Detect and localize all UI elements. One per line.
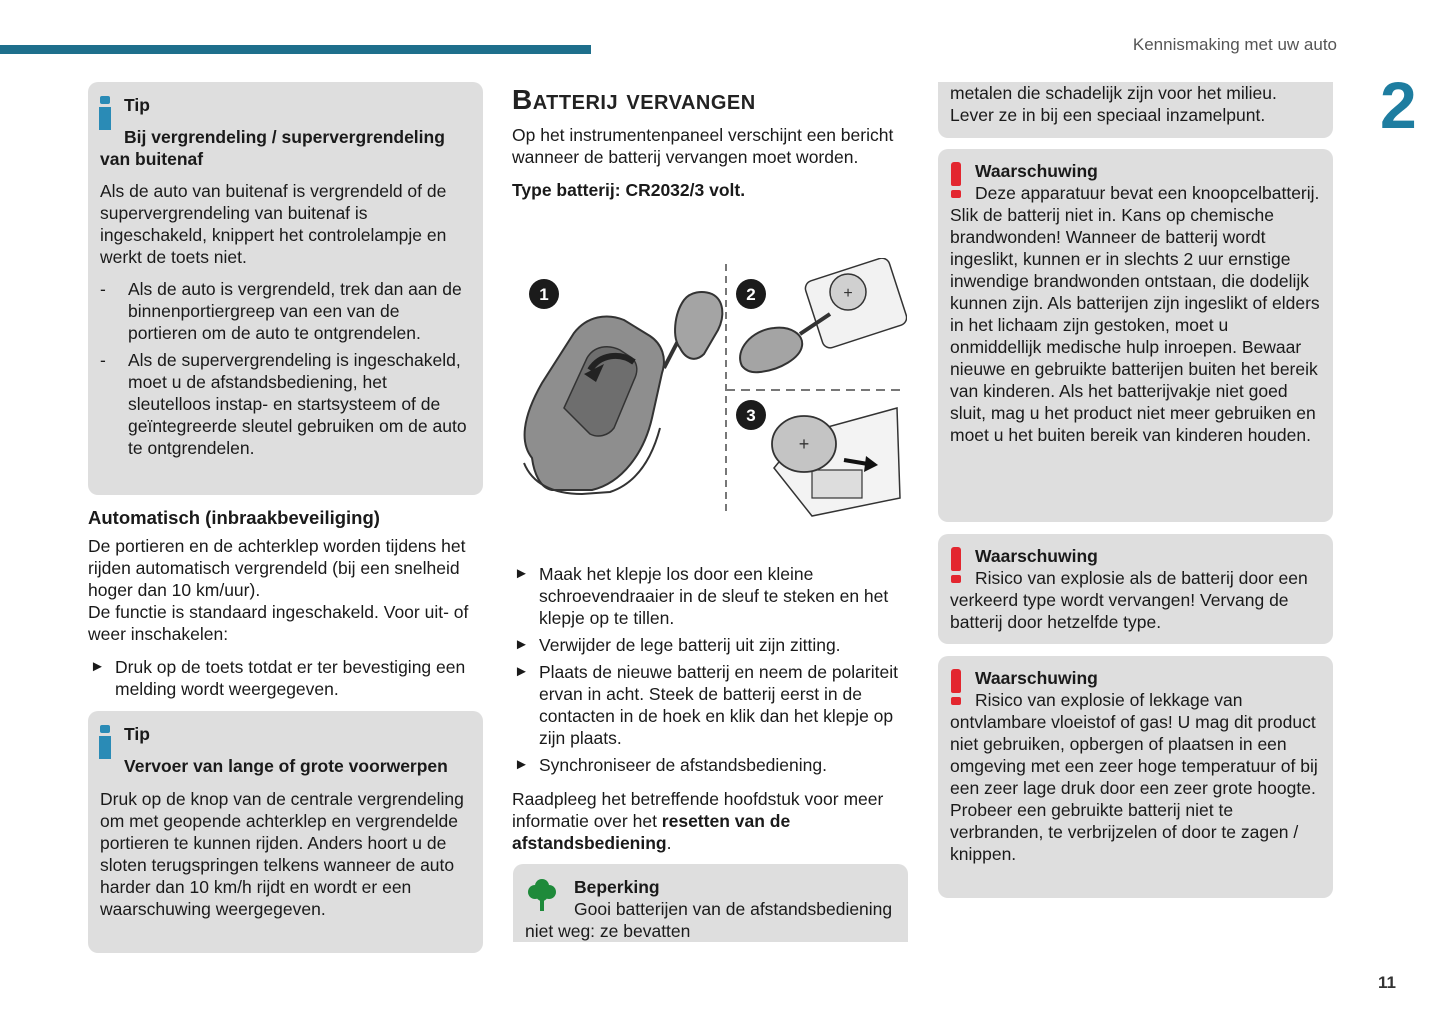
arrow-icon: ► xyxy=(514,636,529,653)
svg-text:+: + xyxy=(843,285,853,302)
battery-intro xyxy=(512,124,902,201)
auto-lock-body: De functie is standaard ingeschakeld. Voor uit- of weer inschakelen: xyxy=(88,602,469,644)
reference-text: Raadpleeg het betreffende hoofdstuk voor meer informatie over het resetten van de afstandsbediening. xyxy=(512,789,884,853)
warning-box-explosion xyxy=(938,534,1333,644)
leaf-icon xyxy=(527,877,557,911)
list-item: ► Synchroniseer de afstandsbediening. xyxy=(514,755,827,775)
list-item: - Als de auto is vergrendeld, trek dan aan de binnenportiergreep van een van de portieren om de auto te ontgrendelen. xyxy=(100,278,471,344)
warning-body: Deze apparatuur bevat een knoopcelbatterij. Slik de batterij niet in. Kans op chemische brandwonden! Wanneer de batterij wordt ingeslikt, kunnen er in slechts 2 uur ernstige inwendige brandwonden ontstaan, die dodelijk kunnen zijn. Als batterijen zijn ingeslikt of elders in het lichaam zijn gestoken, moet u onmiddellijk medische hulp inroepen. Bewaar nieuwe en gebruikte batterijen buiten het bereik van kinderen. Als het batterijvakje niet goed sluit, mag u het product niet meer gebruiken en moet u het buiten bereik van kinderen houden. xyxy=(950,183,1320,445)
auto-lock-steps xyxy=(88,656,486,700)
arrow-icon: ► xyxy=(514,565,529,582)
environment-body: metalen die schadelijk zijn voor het milieu. Lever ze in bij een speciaal inzamelpunt. xyxy=(950,83,1277,125)
arrow-icon: ► xyxy=(514,663,529,680)
environment-body: Gooi batterijen van de afstandsbediening niet weg: ze bevatten xyxy=(525,899,893,941)
tip-box-long-objects xyxy=(88,711,483,953)
warning-body: Risico van explosie of lekkage van ontvlambare vloeistof of gas! U mag dit product niet gebruiken, opbergen of plaatsen in een omgeving met een zeer hoge temperatuur of bij een zeer lage druk door een zeer grote hoogte. Probeer een gebruikte batterij niet te verbranden, te verbrijzelen of door te zagen / knippen. xyxy=(950,690,1318,864)
intro-text: Op het instrumentenpaneel verschijnt een bericht wanneer de batterij vervangen moet worden. xyxy=(512,125,894,167)
svg-text:+: + xyxy=(798,434,810,454)
cover-removal-illustration xyxy=(740,258,907,372)
step-badge-label: 2 xyxy=(746,285,756,304)
step-badge-label: 1 xyxy=(539,285,549,304)
battery-insert-illustration xyxy=(772,408,900,516)
warning-box-button-cell xyxy=(938,149,1333,522)
battery-heading: Batterij vervangen xyxy=(512,84,756,115)
environment-label: Beperking xyxy=(574,877,660,897)
header-accent-bar xyxy=(0,45,591,54)
warning-label: Waarschuwing xyxy=(975,161,1098,181)
battery-step-list xyxy=(512,563,910,776)
environment-box xyxy=(513,864,908,942)
step-badge-label: 3 xyxy=(746,406,756,425)
key-fob-illustration xyxy=(524,292,722,494)
section-title: Kennismaking met uw auto xyxy=(1132,35,1337,54)
auto-lock-title: Automatisch (inbraakbeveiliging) xyxy=(88,507,380,528)
auto-lock-body: De portieren en de achterklep worden tijdens het rijden automatisch vergrendeld (bij een snelheid hoger dan 10 km/uur). xyxy=(88,536,466,600)
tip-label: Tip xyxy=(124,95,150,115)
tip-body: Als de auto van buitenaf is vergrendeld of de supervergrendeling van buitenaf is ingeschakeld, knippert het controlelampje en werkt de toets niet. xyxy=(100,181,447,267)
battery-type: Type batterij: CR2032/3 volt. xyxy=(512,180,746,200)
warning-label: Waarschuwing xyxy=(975,546,1098,566)
chapter-number: 2 xyxy=(1380,68,1417,142)
list-item: ► Plaats de nieuwe batterij en neem de polariteit ervan in acht. Steek de batterij eerst in de contacten in de hoek en klik dan het klepje op zijn plaats. xyxy=(514,662,898,748)
warning-box-leakage xyxy=(938,656,1333,898)
list-item: ► Druk op de toets totdat er ter bevestiging een melding wordt weergegeven. xyxy=(90,657,466,699)
info-icon xyxy=(99,725,111,759)
environment-box-continued xyxy=(938,82,1333,138)
tip-list xyxy=(100,278,471,459)
warning-body: Risico van explosie als de batterij door een verkeerd type wordt vervangen! Vervang de batterij door hetzelfde type. xyxy=(950,568,1308,632)
battery-replacement-illustration xyxy=(512,258,907,520)
tip-title: Vervoer van lange of grote voorwerpen xyxy=(124,756,448,776)
warning-icon xyxy=(949,162,963,198)
tip-title: Bij vergrendeling / supervergrendeling van buitenaf xyxy=(100,127,445,169)
list-item: - Als de supervergrendeling is ingeschakeld, moet u de afstandsbediening, het sleutelloos instap- en startsysteem of de geïntegreerde sleutel gebruiken om de auto te ontgrendelen. xyxy=(100,349,471,459)
warning-icon xyxy=(949,547,963,583)
battery-steps xyxy=(512,563,910,854)
warning-label: Waarschuwing xyxy=(975,668,1098,688)
tip-label: Tip xyxy=(124,724,150,744)
arrow-icon: ► xyxy=(90,658,105,675)
list-item: ► Verwijder de lege batterij uit zijn zitting. xyxy=(514,635,841,655)
tip-box-locking xyxy=(88,82,483,495)
list-item: ► Maak het klepje los door een kleine schroevendraaier in de sleuf te steken en het klepje op te tillen. xyxy=(514,564,889,628)
auto-lock-section xyxy=(88,507,486,705)
page-number: 11 xyxy=(1378,973,1396,992)
info-icon xyxy=(99,96,111,130)
warning-icon xyxy=(949,669,963,705)
tip-body: Druk op de knop van de centrale vergrendeling om met geopende achterklep en vergrendelde portieren te kunnen rijden. Anders hoort u de sloten terugspringen telkens wanneer de auto harder dan 10 km/h rijdt en wordt er een waarschuwing weergegeven. xyxy=(100,789,464,919)
arrow-icon: ► xyxy=(514,756,529,773)
